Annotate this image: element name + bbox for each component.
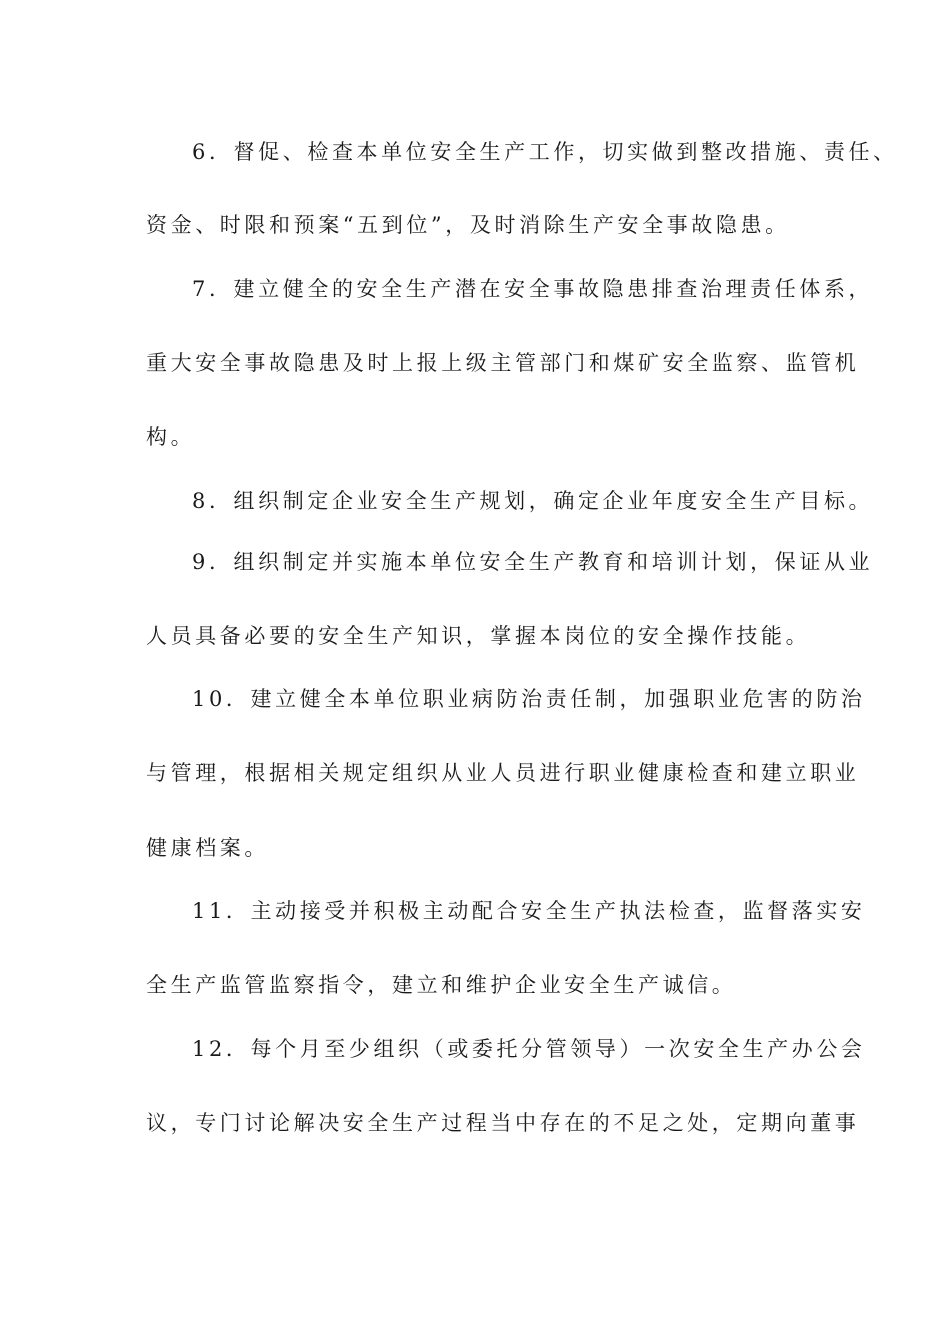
item-10-line-1: 10．建立健全本单位职业病防治责任制，加强职业危害的防治 <box>192 687 866 711</box>
item-7-line-2: 重大安全事故隐患及时上报上级主管部门和煤矿安全监察、监管机 <box>146 351 860 375</box>
item-10-line-3: 健康档案。 <box>146 836 269 860</box>
item-12-line-1: 12．每个月至少组织（或委托分管领导）一次安全生产办公会 <box>192 1037 866 1061</box>
item-9-line-2: 人员具备必要的安全生产知识，掌握本岗位的安全操作技能。 <box>146 624 811 648</box>
item-6-line-1: 6．督促、检查本单位安全生产工作，切实做到整改措施、责任、 <box>192 140 898 164</box>
item-8-line-1: 8．组织制定企业安全生产规划，确定企业年度安全生产目标。 <box>192 489 874 513</box>
item-7-line-1: 7．建立健全的安全生产潜在安全事故隐患排查治理责任体系， <box>192 277 874 301</box>
item-7-line-3: 构。 <box>146 425 196 449</box>
item-12-line-2: 议，专门讨论解决安全生产过程当中存在的不足之处，定期向董事 <box>146 1111 860 1135</box>
item-11-line-2: 全生产监管监察指令，建立和维护企业安全生产诚信。 <box>146 973 737 997</box>
item-9-line-1: 9．组织制定并实施本单位安全生产教育和培训计划，保证从业 <box>192 550 874 574</box>
item-6-line-2: 资金、时限和预案“五到位”，及时消除生产安全事故隐患。 <box>146 213 790 237</box>
item-11-line-1: 11．主动接受并积极主动配合安全生产执法检查，监督落实安 <box>192 899 866 923</box>
item-10-line-2: 与管理，根据相关规定组织从业人员进行职业健康检查和建立职业 <box>146 761 860 785</box>
